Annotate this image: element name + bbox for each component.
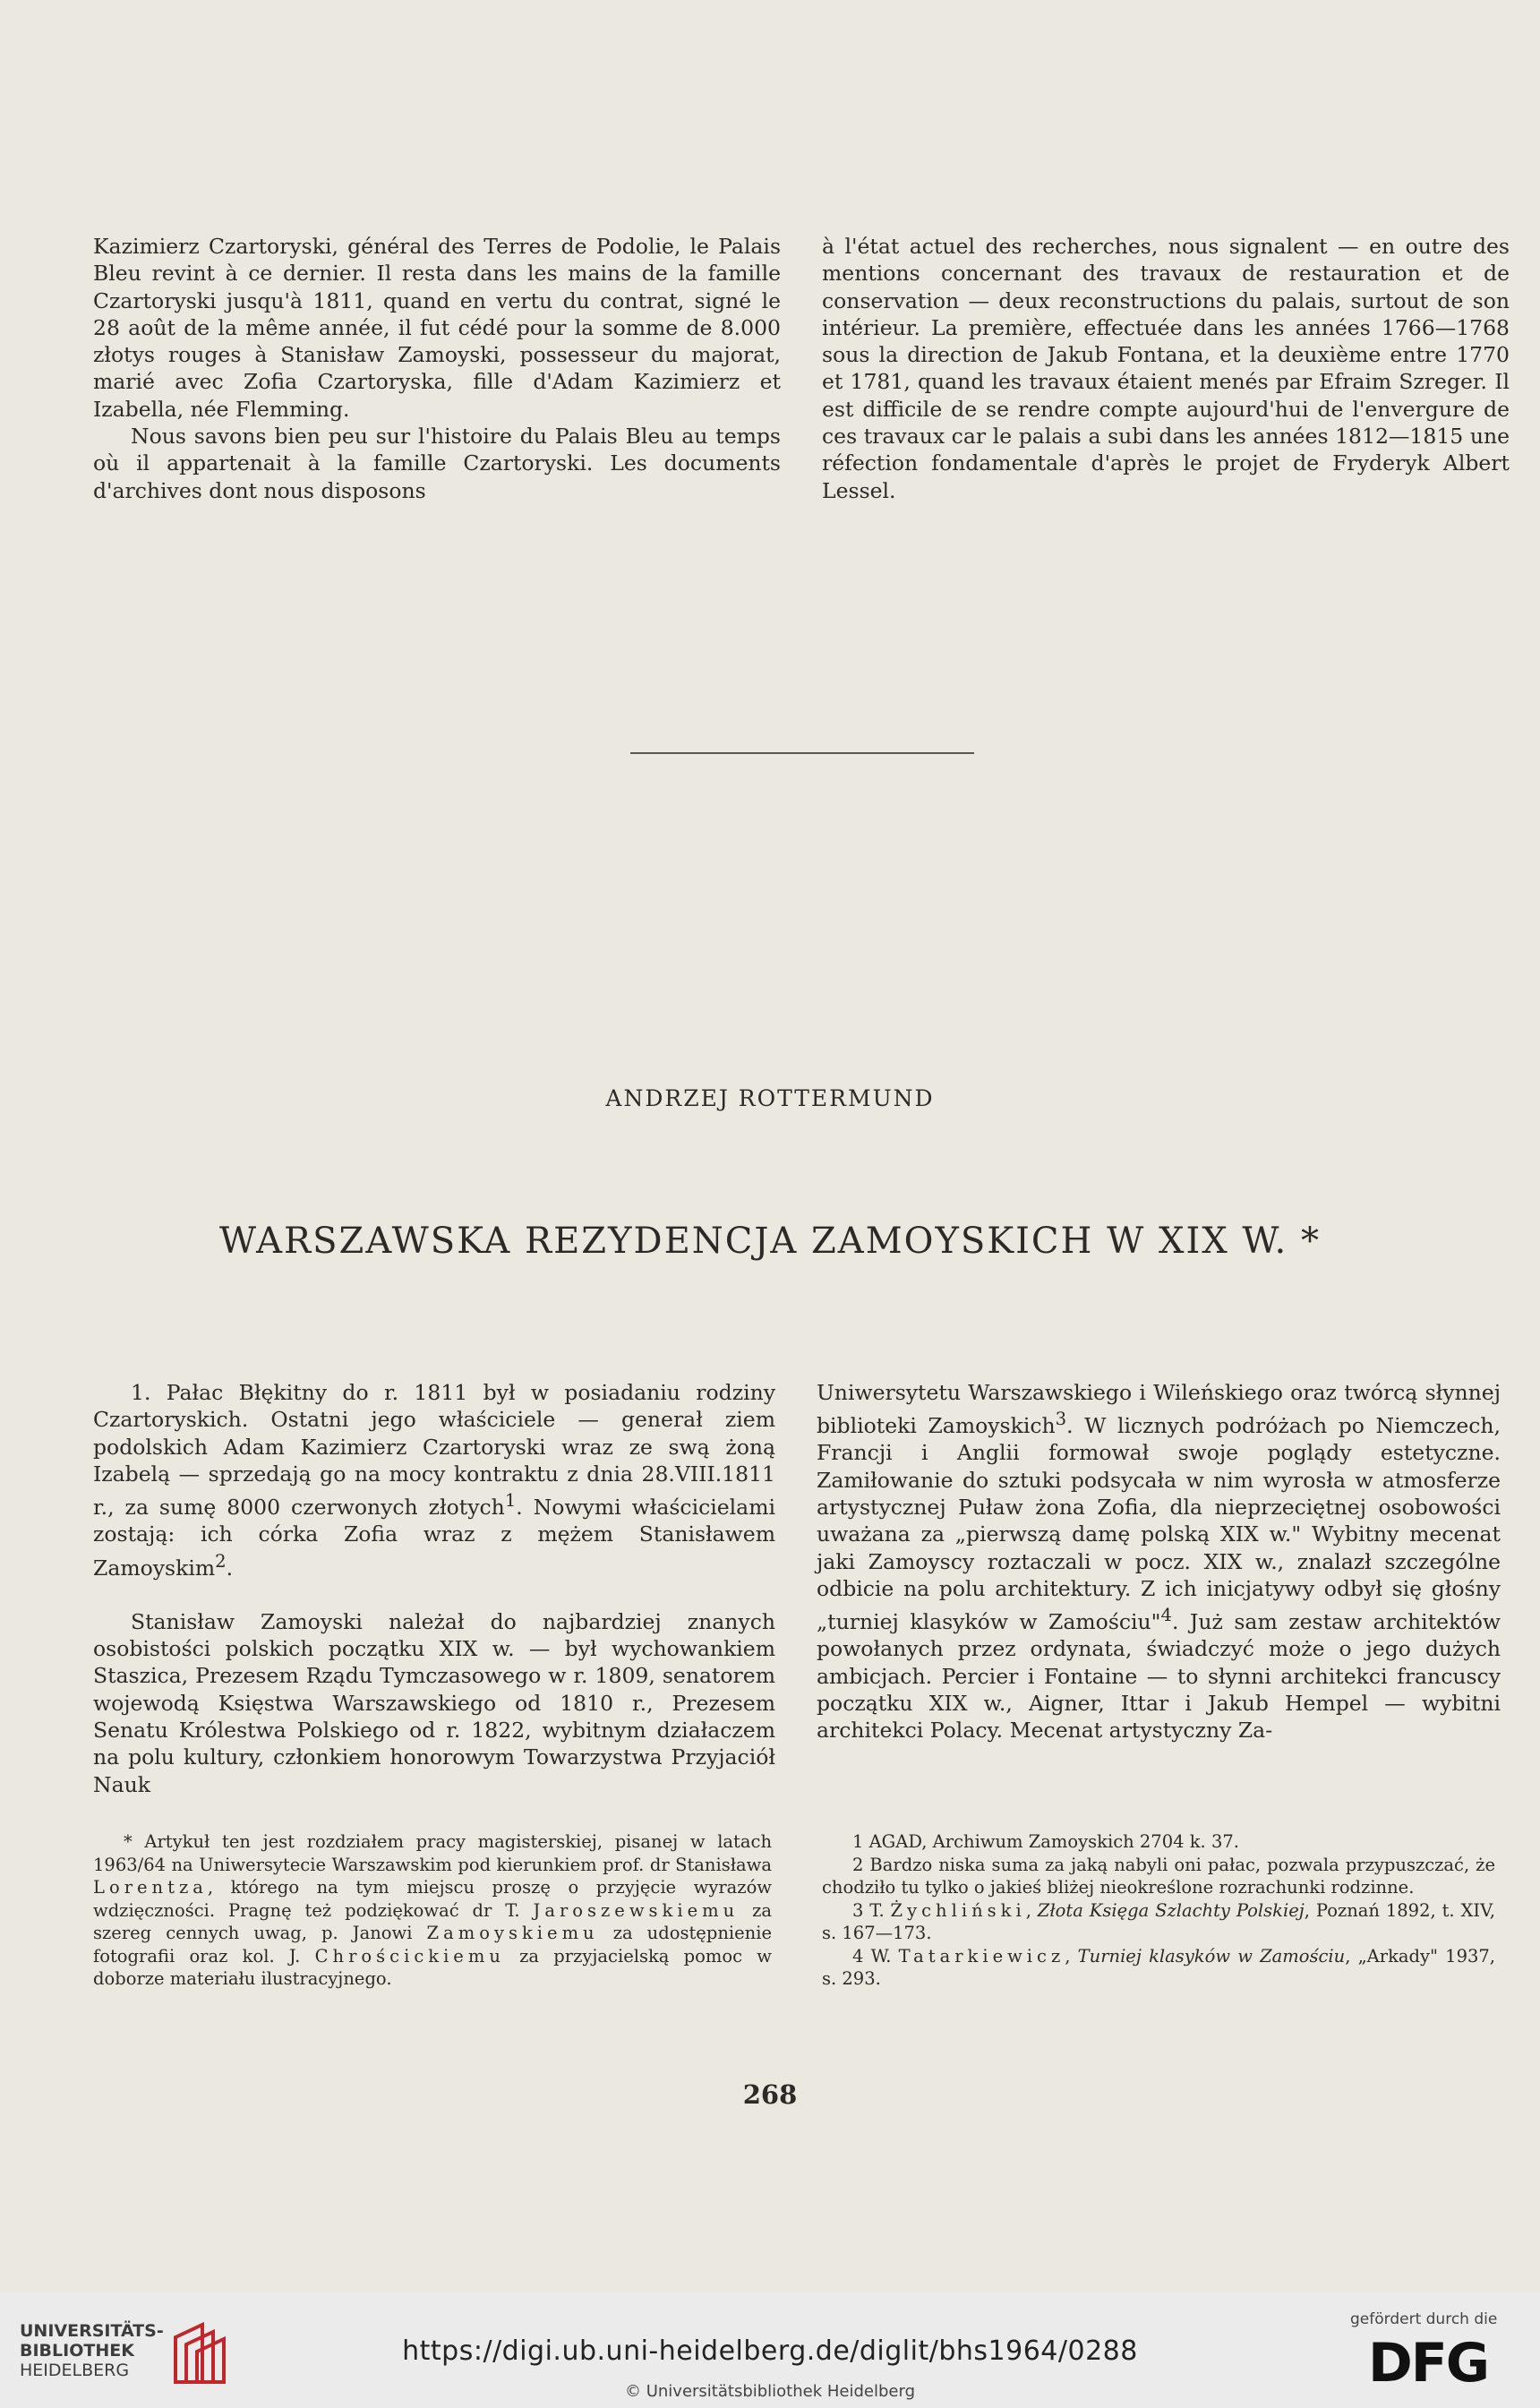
- french-text-column-left: [93, 233, 781, 504]
- footnote-ref[interactable]: 3: [1055, 1409, 1067, 1430]
- polish-text-column-right: [817, 1379, 1501, 1744]
- paragraph: Stanisław Zamoyski należał do najbardziej znanych osobistości polskich początku XIX w. — był wychowankiem Staszica, Prezesem Rządu Tymczasowego w r. 1809, senatorem wojewodą Księstwa Warszawskiego od 1810 r., Prezesem Senatu Królestwa Polskiego od r. 1822, wybitnym działaczem na polu kultury, członkiem honorowym Towarzystwa Przyjaciół Nauk: [93, 1608, 775, 1797]
- footnotes-numbered: [822, 1830, 1495, 1991]
- dfg-caption: gefördert durch die: [1350, 2310, 1498, 2328]
- paragraph: Nous savons bien peu sur l'histoire du Palais Bleu au temps où il appartenait à la famille Czartoryski. Les documents d'archives dont nous disposons: [93, 424, 781, 503]
- footnote-ref[interactable]: 2: [215, 1550, 227, 1572]
- footnote-4: 4 W. Tatarkiewicz, Turniej klasyków w Zamościu, „Arkady" 1937, s. 293.: [822, 1945, 1496, 1989]
- paragraph: 1. Pałac Błękitny do r. 1811 był w posiadaniu rodziny Czartoryskich. Ostatni jego właściciele — generał ziem podolskich Adam Kazimierz Czartoryski wraz ze swą żoną Izabelą — sprzedają go na mocy kontraktu z dnia 28.VIII.1811 r., za sumę 8000 czerwonych złotych$^1$. Nowymi właścicielami zostają: ich córka Zofia wraz z mężem Stanisławem Zamoyskim$^2$.: [93, 1380, 775, 1581]
- footnote-2: 2 Bardzo niska suma za jaką nabyli oni pałac, pozwala przypuszczać, że chodziło tu tylko o jakieś bliżej nieokreślone rozrachunki rodzinne.: [822, 1854, 1495, 1898]
- article-title: WARSZAWSKA REZYDENCJA ZAMOYSKICH W XIX W. *: [219, 1221, 1321, 1262]
- paragraph: Uniwersytetu Warszawskiego i Wileńskiego oraz twórcą słynnej biblioteki Zamoyskich$^3$. W licznych podróżach po Niemczech, Francji i Anglii formował swoje poglądy estetyczne. Zamiłowanie do sztuki podsycała w nim wyrosła w atmosferze artystycznej Puław żona Zofia, dla nieprzeciętnej osobowości uważana za „pierwszą damę polską XIX w." Wybitny mecenat jaki Zamoyscy roztaczali w pocz. XIX w., znalazł szczególne odbicie na polu architektury. Z ich inicjatywy odbył się głośny „turniej klasyków w Zamościu"$^4$. Już sam zestaw architektów powołanych przez ordynata, świadczyć może o jego dużych ambicjach. Percier i Fontaine — to słynni architekci francuscy początku XIX w., Aigner, Ittar i Jakub Hempel — wybitni architekci Polacy. Mecenat artystyczny Za-: [817, 1380, 1501, 1744]
- copyright-notice: © Universitätsbibliothek Heidelberg: [624, 2382, 915, 2401]
- permalink-url[interactable]: https://digi.ub.uni-heidelberg.de/diglit/bhs1964/0288: [402, 2335, 1138, 2367]
- footnote-star: * Artykuł ten jest rozdziałem pracy magisterskiej, pisanej w latach 1963/64 na Uniwersytecie Warszawskim pod kierunkiem prof. dr Stanisława Lorentza, którego na tym miejscu proszę o przyjęcie wyrazów wdzięczności. Pragnę też podziękować dr T. Jaroszewskiemu za szereg cennych uwag, p. Janowi Zamoyskiemu za udostępnienie fotografii oraz kol. J. Chrościckiemu za przyjacielską pomoc w doborze materiału ilustracyjnego.: [93, 1831, 772, 1989]
- footnote-ref[interactable]: 1: [504, 1490, 517, 1512]
- footnote-1: 1 AGAD, Archiwum Zamoyskich 2704 k. 37.: [852, 1831, 1239, 1852]
- paragraph: Kazimierz Czartoryski, général des Terres de Podolie, le Palais Bleu revint à ce dernier. Il resta dans les mains de la famille Czartoryski jusqu'à 1811, quand en vertu du contrat, signé le 28 août de la même année, il fut cédé pour la somme de 8.000 złotys rouges à Stanisław Zamoyski, possesseur du majorat, marié avec Zofia Czartoryska, fille d'Adam Kazimierz et Izabella, née Flemming.: [93, 234, 781, 422]
- french-text-column-right: [822, 233, 1510, 504]
- section-divider: [630, 752, 974, 754]
- library-logo[interactable]: UNIVERSITÄTS- BIBLIOTHEK HEIDELBERG: [20, 2318, 244, 2389]
- page-number: 268: [742, 2079, 798, 2110]
- paragraph: à l'état actuel des recherches, nous signalent — en outre des mentions concernant des travaux de restauration et de conservation — deux reconstructions du palais, surtout de son intérieur. La première, effectuée dans les années 1766—1768 sous la direction de Jakub Fontana, et la deuxième entre 1770 et 1781, quand les travaux étaient menés par Efraim Szreger. Il est difficile de se rendre compte aujourd'hui de l'envergure de ces travaux car le palais a subi dans les années 1812—1815 une réfection fondamentale d'après le projet de Fryderyk Albert Lessel.: [822, 234, 1510, 503]
- dfg-logo[interactable]: DFG: [1368, 2332, 1489, 2395]
- article-author: ANDRZEJ ROTTERMUND: [605, 1085, 935, 1111]
- footnote-3: 3 T. Żychliński, Złota Księga Szlachty Polskiej, Poznań 1892, t. XIV, s. 167—173.: [822, 1899, 1495, 1943]
- viewer-footer: [0, 2292, 1540, 2408]
- polish-text-column-left: [93, 1379, 775, 1798]
- footnote-ref[interactable]: 4: [1160, 1605, 1172, 1626]
